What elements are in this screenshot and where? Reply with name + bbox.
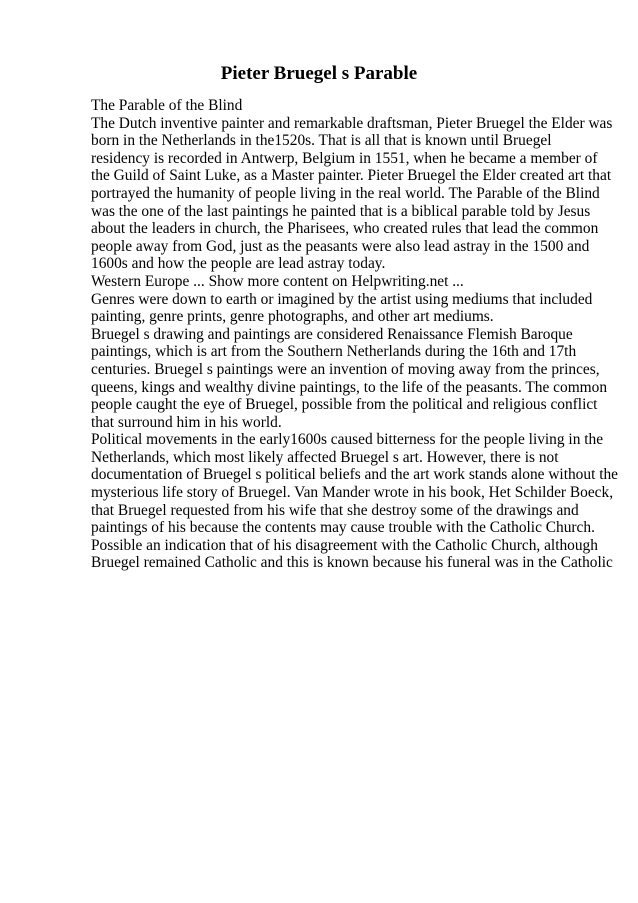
- body-line: Western Europe ... Show more content on Helpwriting.net ...: [91, 272, 464, 290]
- body-line: centuries. Bruegel s paintings were an invention of moving away from the princes,: [91, 360, 600, 378]
- body-line: people caught the eye of Bruegel, possible from the political and religious conflict: [91, 396, 598, 414]
- body-line: Political movements in the early1600s caused bitterness for the people living in the: [91, 431, 604, 449]
- body-line: queens, kings and wealthy divine paintings, to the life of the peasants. The common: [91, 378, 608, 396]
- body-line: documentation of Bruegel s political beliefs and the art work stands alone without the: [91, 466, 618, 484]
- body-line: the Guild of Saint Luke, as a Master painter. Pieter Bruegel the Elder created art that: [91, 167, 612, 185]
- body-line: Bruegel s drawing and paintings are considered Renaissance Flemish Baroque: [91, 325, 573, 343]
- document-body: [91, 97, 618, 572]
- body-line: Genres were down to earth or imagined by the artist using mediums that included: [91, 290, 593, 308]
- body-line: about the leaders in church, the Pharisees, who created rules that lead the common: [91, 220, 599, 238]
- body-line: Netherlands, which most likely affected Bruegel s art. However, there is not: [91, 448, 559, 466]
- body-line: 1600s and how the people are lead astray today.: [91, 255, 386, 273]
- body-line: portrayed the humanity of people living in the real world. The Parable of the Blind: [91, 184, 600, 202]
- body-line: paintings of his because the contents may cause trouble with the Catholic Church.: [91, 519, 595, 537]
- body-line: painting, genre prints, genre photographs, and other art mediums.: [91, 308, 494, 326]
- body-line: born in the Netherlands in the1520s. That is all that is known until Bruegel: [91, 132, 552, 150]
- body-line: The Parable of the Blind: [91, 97, 243, 114]
- body-line: that Bruegel requested from his wife that she destroy some of the drawings and: [91, 501, 579, 519]
- body-line: The Dutch inventive painter and remarkable draftsman, Pieter Bruegel the Elder was: [91, 114, 613, 132]
- body-line: Bruegel remained Catholic and this is known because his funeral was in the Catholic: [91, 554, 613, 572]
- body-line: people away from God, just as the peasants were also lead astray in the 1500 and: [91, 237, 590, 255]
- body-line: paintings, which is art from the Southern Netherlands during the 16th and 17th: [91, 343, 577, 361]
- body-line: was the one of the last paintings he painted that is a biblical parable told by Jesus: [91, 202, 591, 220]
- document-title: Pieter Bruegel s Parable: [220, 63, 418, 84]
- body-line: Possible an indication that of his disagreement with the Catholic Church, although: [91, 536, 598, 554]
- body-line: that surround him in his world.: [91, 413, 282, 431]
- body-line: residency is recorded in Antwerp, Belgium in 1551, when he became a member of: [91, 149, 598, 167]
- body-line: mysterious life story of Bruegel. Van Mander wrote in his book, Het Schilder Boeck,: [91, 484, 614, 502]
